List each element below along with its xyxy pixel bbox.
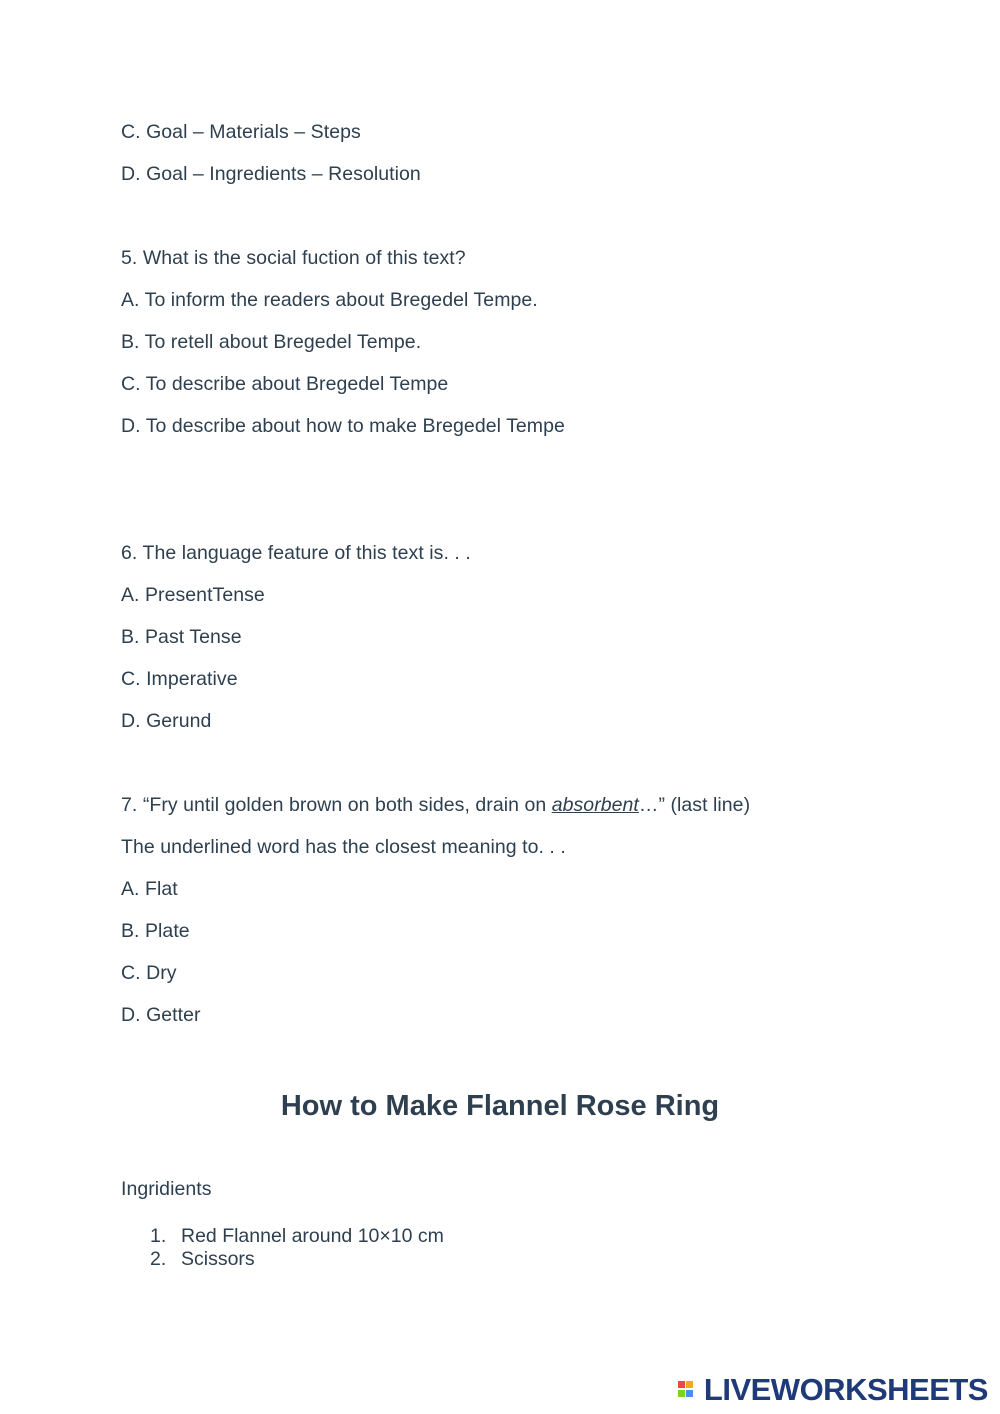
q7-option-c: C. Dry xyxy=(121,962,177,984)
q6-option-b: B. Past Tense xyxy=(121,626,242,648)
section-title: How to Make Flannel Rose Ring xyxy=(280,1090,720,1122)
list-item-text: Red Flannel around 10×10 cm xyxy=(181,1225,444,1247)
list-item xyxy=(150,1247,255,1271)
q6-question: 6. The language feature of this text is. . . xyxy=(121,542,471,564)
q7-question xyxy=(121,793,750,817)
logo-text: LIVEWORKSHEETS xyxy=(703,1372,988,1407)
q6-option-a: A. PresentTense xyxy=(121,584,265,606)
list-item xyxy=(150,1224,444,1248)
q7-underlined-word: absorbent xyxy=(551,794,639,816)
liveworksheets-logo xyxy=(678,1372,988,1408)
q7-option-d: D. Getter xyxy=(121,1004,201,1026)
q5-option-d: D. To describe about how to make Bregedel Tempe xyxy=(121,415,565,437)
q5-question: 5. What is the social fuction of this text? xyxy=(121,247,466,269)
q5-option-a: A. To inform the readers about Bregedel Tempe. xyxy=(121,289,538,311)
q7-option-a: A. Flat xyxy=(121,878,178,900)
list-item-number: 1. xyxy=(150,1225,167,1247)
list-item-text: Scissors xyxy=(181,1248,255,1270)
q4-option-c: C. Goal – Materials – Steps xyxy=(121,121,361,143)
q7-prompt: The underlined word has the closest meaning to. . . xyxy=(121,836,566,858)
q5-option-b: B. To retell about Bregedel Tempe. xyxy=(121,331,422,353)
q5-option-c: C. To describe about Bregedel Tempe xyxy=(121,373,449,395)
list-item-number: 2. xyxy=(150,1248,167,1270)
q6-option-c: C. Imperative xyxy=(121,668,238,690)
ingredients-heading: Ingridients xyxy=(121,1178,212,1200)
q6-option-d: D. Gerund xyxy=(121,710,212,732)
q7-question-prefix: 7. “Fry until golden brown on both sides, drain on xyxy=(121,794,552,816)
logo-mark-icon xyxy=(678,1378,702,1402)
q7-question-suffix: …” (last line) xyxy=(638,794,751,816)
q4-option-d: D. Goal – Ingredients – Resolution xyxy=(121,163,421,185)
q7-option-b: B. Plate xyxy=(121,920,190,942)
